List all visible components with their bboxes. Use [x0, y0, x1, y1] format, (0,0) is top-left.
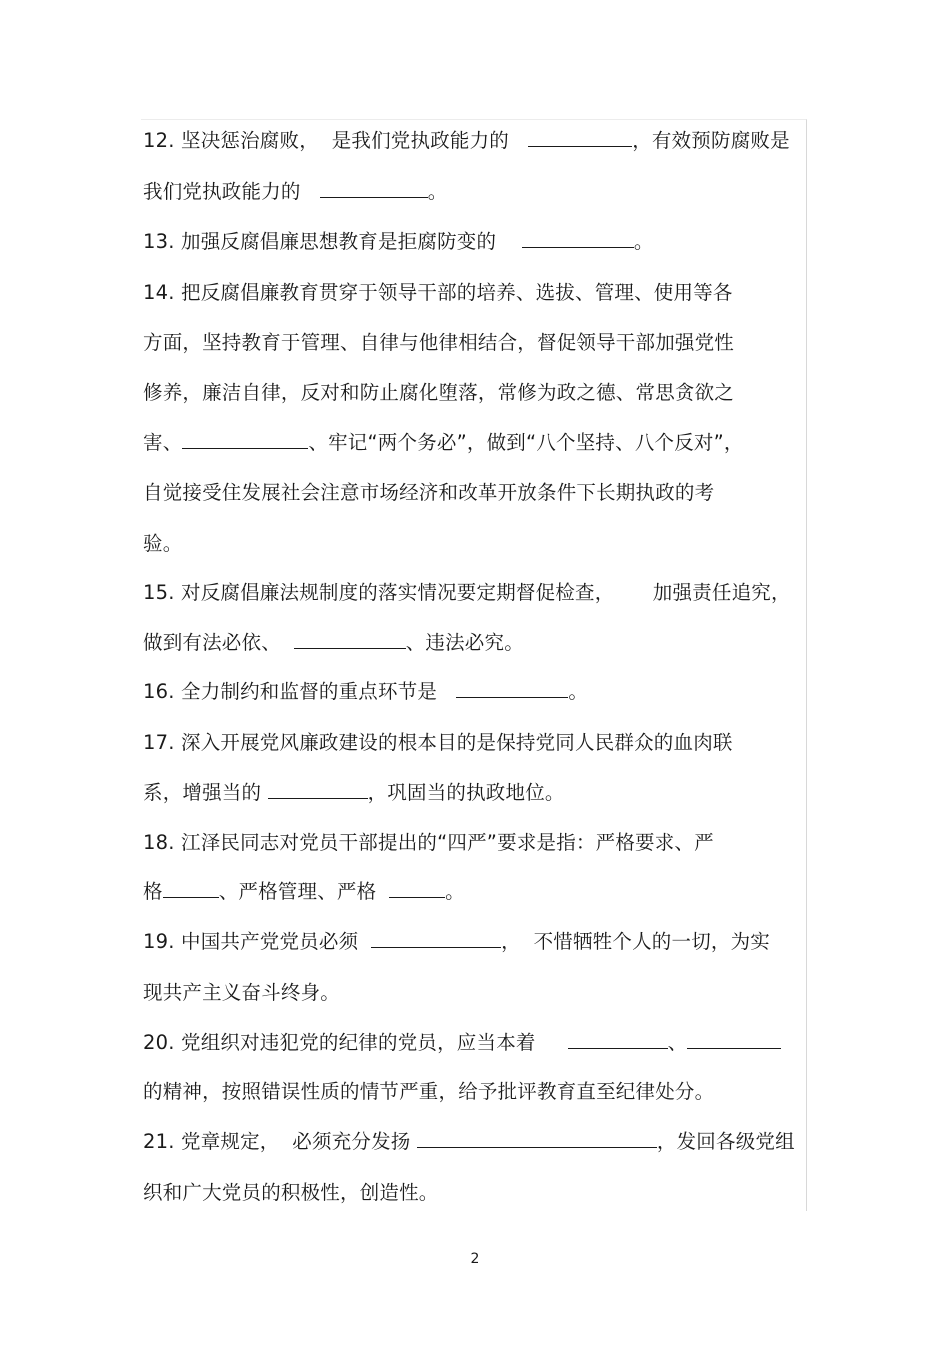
q17-line-1: 17. 深入开展党风廉政建设的根本目的是保持党同人民群众的血肉联: [143, 731, 733, 754]
q15-line-2: 做到有法必依、 、违法必究。: [143, 631, 524, 654]
q14-line-6: 验。: [143, 532, 183, 555]
q12-line-1: 12. 坚决惩治腐败， 是我们党执政能力的 ，有效预防腐败是: [143, 129, 790, 152]
answer-blank[interactable]: [320, 179, 428, 198]
q18-line-1: 18. 江泽民同志对党员干部提出的“四严”要求是指：严格要求、严: [143, 831, 714, 854]
q17-line-2: 系，增强当的 ，巩固当的执政地位。: [143, 781, 565, 804]
q15-line-1: 15. 对反腐倡廉法规制度的落实情况要定期督促检查， 加强责任追究，: [143, 581, 791, 604]
answer-blank[interactable]: [294, 630, 406, 649]
q19-line-2: 现共产主义奋斗终身。: [143, 981, 341, 1004]
q14-line-3: 修养，廉洁自律，反对和防止腐化堕落，常修为政之德、常思贪欲之: [143, 381, 735, 404]
page-number: 2: [470, 1251, 480, 1267]
q13-line: 13. 加强反腐倡廉思想教育是拒腐防变的 。: [143, 230, 654, 253]
answer-blank[interactable]: [389, 879, 445, 898]
q20-line-1: 20. 党组织对违犯党的纪律的党员，应当本着 、: [143, 1030, 781, 1056]
q14-line-1: 14. 把反腐倡廉教育贯穿于领导干部的培养、选拔、管理、使用等各: [143, 281, 733, 304]
q14-line-2: 方面，坚持教育于管理、自律与他律相结合，督促领导干部加强党性: [143, 331, 735, 354]
q14-line-4: 害、 、牢记“两个务必”，做到“八个坚持、八个反对”，: [143, 431, 744, 454]
q16-line: 16. 全力制约和监督的重点环节是 。: [143, 680, 589, 703]
answer-blank[interactable]: [528, 128, 632, 147]
q21-line-2: 织和广大党员的积极性，创造性。: [143, 1181, 439, 1204]
answer-blank[interactable]: [687, 1030, 781, 1049]
answer-blank[interactable]: [182, 430, 308, 449]
q19-line-1: 19. 中国共产党党员必须 ， 不惜牺牲个人的一切，为实: [143, 930, 771, 953]
answer-blank[interactable]: [456, 679, 568, 698]
q20-line-2: 的精神，按照错误性质的情节严重，给予批评教育直至纪律处分。: [143, 1080, 715, 1103]
q14-line-5: 自觉接受住发展社会注意市场经济和改革开放条件下长期执政的考: [143, 481, 715, 504]
answer-blank[interactable]: [522, 229, 634, 248]
answer-blank[interactable]: [371, 929, 501, 948]
q12-line-2: 我们党执政能力的 。: [143, 180, 448, 203]
answer-blank[interactable]: [417, 1129, 657, 1148]
answer-blank[interactable]: [268, 780, 368, 799]
q21-line-1: 21. 党章规定， 必须充分发扬 ，发回各级党组: [143, 1130, 795, 1153]
q18-line-2: 格 、严格管理、严格 。: [143, 880, 465, 903]
answer-blank[interactable]: [568, 1030, 668, 1049]
answer-blank[interactable]: [163, 879, 219, 898]
